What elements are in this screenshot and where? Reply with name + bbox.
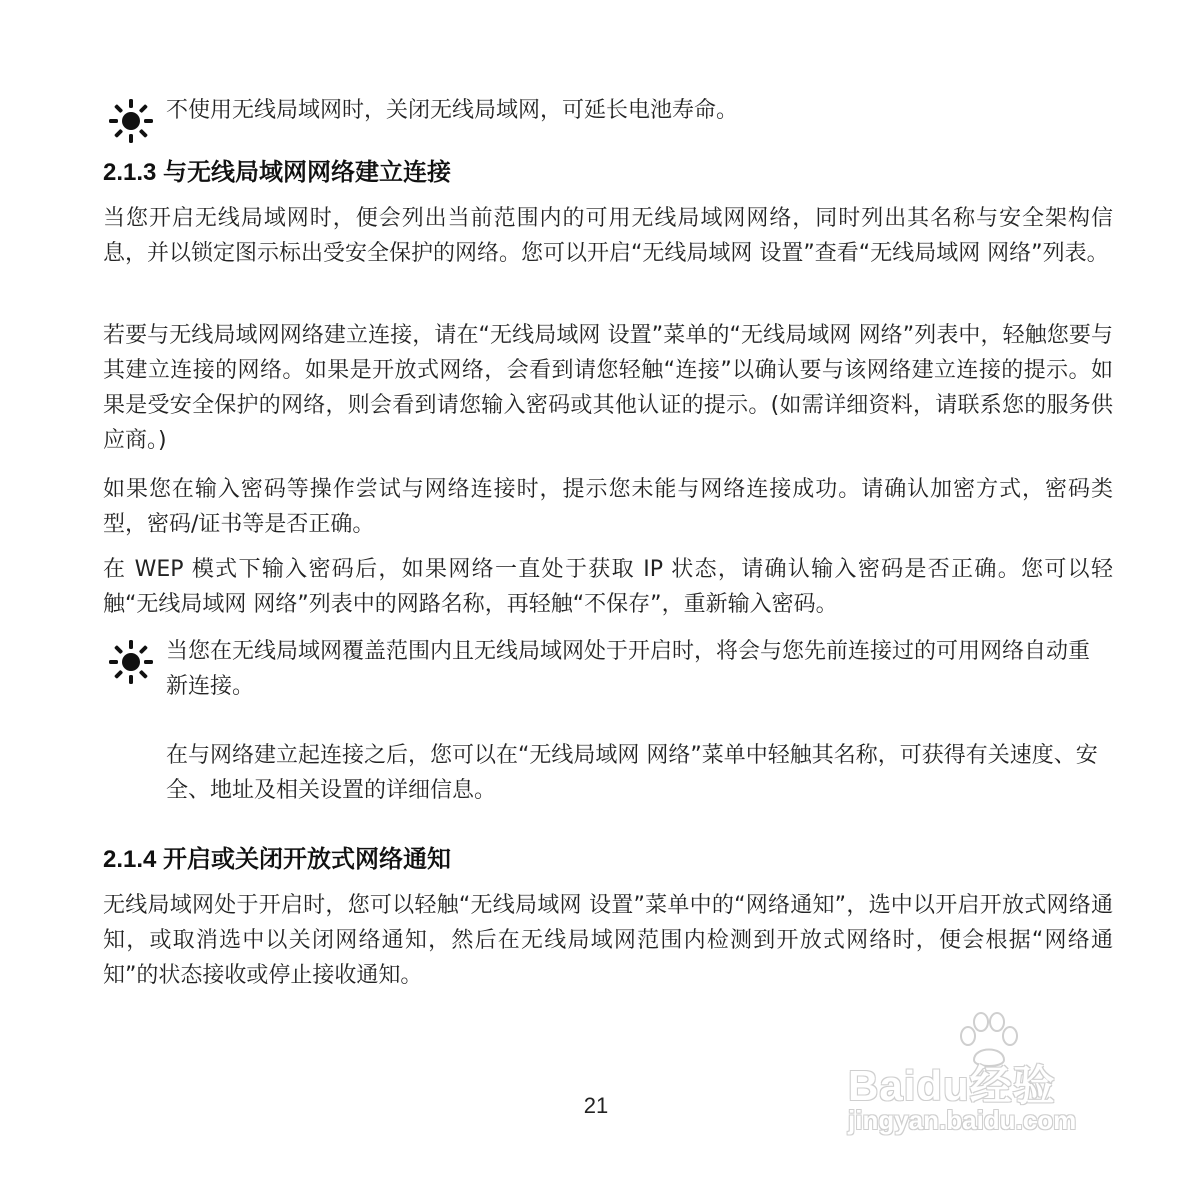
paragraph: 无线局域网处于开启时，您可以轻触“无线局域网 设置”菜单中的“网络通知”，选中以开启开放式网络通知，或取消选中以关闭网络通知，然后在无线局域网范围内检测到开放式网络时，便会根据“网络通知”的状态接收或停止接收通知。 [103,893,1113,988]
paragraph: 当您开启无线局域网时，便会列出当前范围内的可用无线局域网网络，同时列出其名称与安全架构信息，并以锁定图示标出受安全保护的网络。您可以开启“无线局域网 设置”查看“无线局域网 网络”列表。 [103,206,1113,266]
baidu-watermark [836,1010,1136,1150]
tip-text: 当您在无线局域网覆盖范围内且无线局域网处于开启时，将会与您先前连接过的可用网络自动重新连接。 [166,639,1091,699]
tip-text: 不使用无线局域网时，关闭无线局域网，可延长电池寿命。 [166,98,739,123]
tip-text: 在与网络建立起连接之后，您可以在“无线局域网 网络”菜单中轻触其名称，可获得有关速度、安全、地址及相关设置的详细信息。 [166,743,1098,803]
section-heading: 2.1.3 与无线局域网网络建立连接 [103,159,452,186]
paragraph: 如果您在输入密码等操作尝试与网络连接时，提示您未能与网络连接成功。请确认加密方式，密码类型，密码/证书等是否正确。 [103,477,1113,537]
paragraph: 若要与无线局域网网络建立连接，请在“无线局域网 设置”菜单的“无线局域网 网络”列表中，轻触您要与其建立连接的网络。如果是开放式网络，会看到请您轻触“连接”以确认要与该网络建立连接的提示。如果是受安全保护的网络，则会看到请您输入密码或其他认证的提示。(如需详细资料，请联系您的服务供应商。) [103,323,1113,453]
paragraph: 在 WEP 模式下输入密码后，如果网络一直处于获取 IP 状态，请确认输入密码是否正确。您可以轻触“无线局域网 网络”列表中的网路名称，再轻触“不保存”，重新输入密码。 [103,557,1113,617]
watermark-url: jingyan.baidu.com [848,1105,1077,1135]
page-number: 21 [583,1093,609,1118]
section-heading: 2.1.4 开启或关闭开放式网络通知 [103,846,452,873]
sun-icon [106,637,156,687]
watermark-logo-text: Baidu经验 [848,1062,1056,1109]
sun-icon [106,96,156,146]
